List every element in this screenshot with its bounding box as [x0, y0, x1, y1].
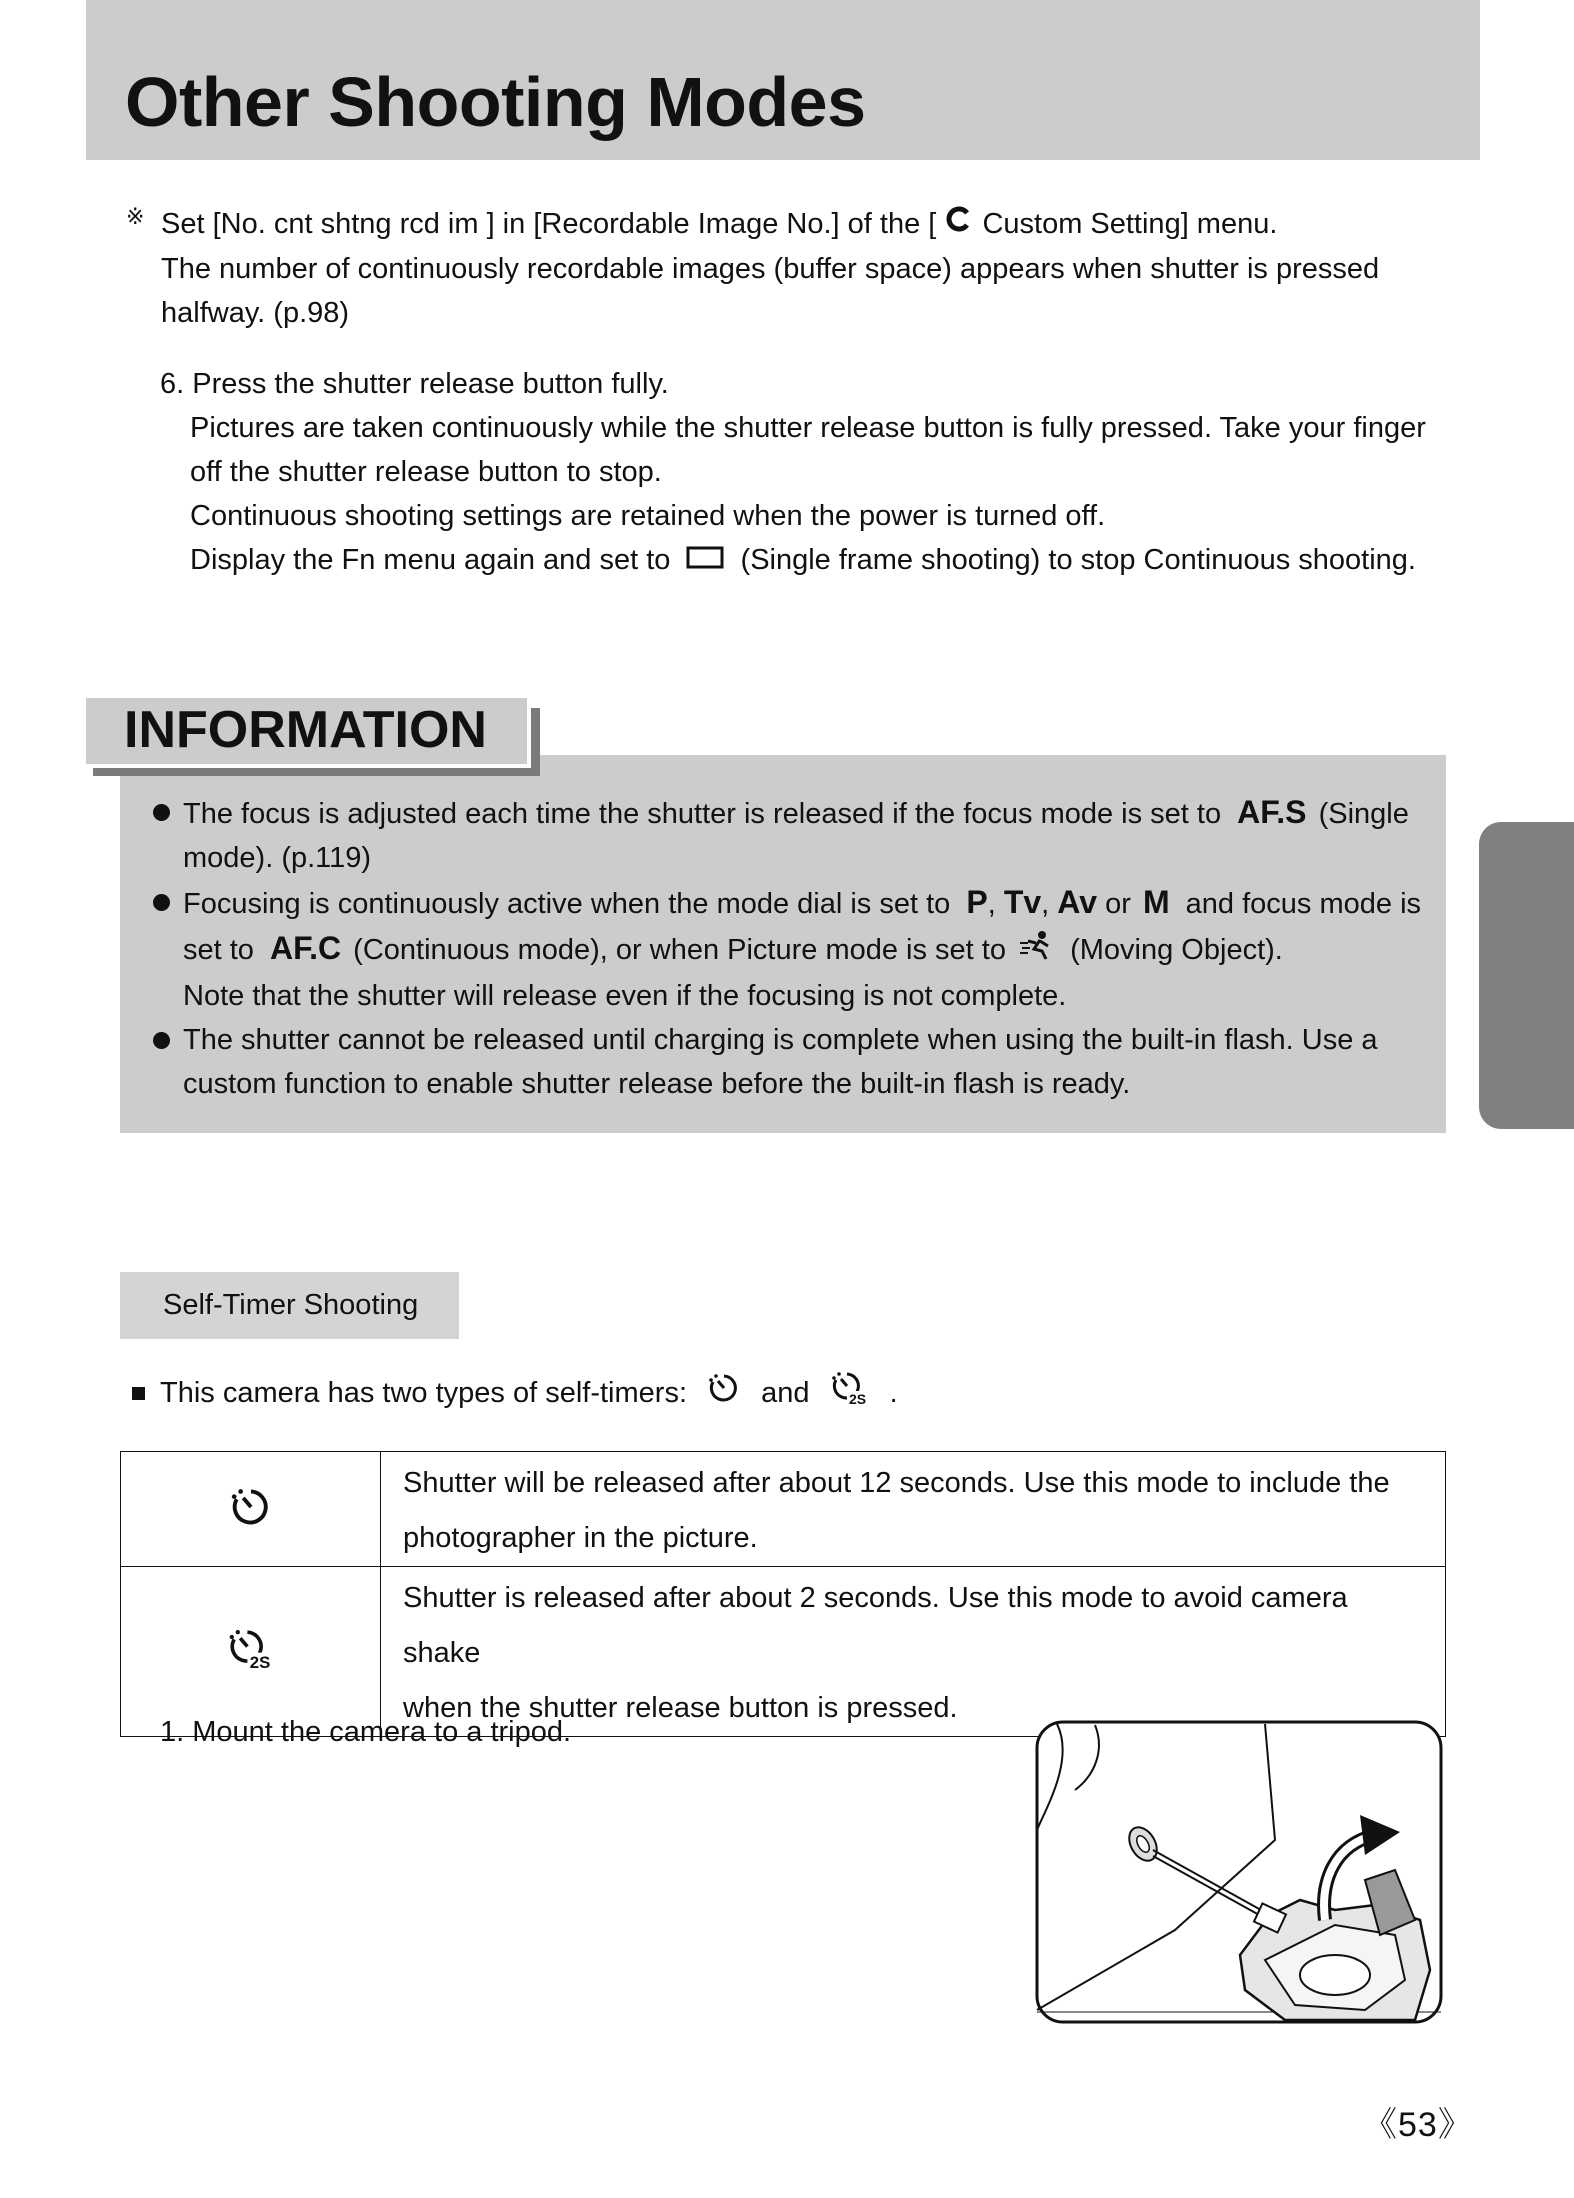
information-title: INFORMATION: [124, 701, 487, 759]
af-c-icon: AF.C: [270, 930, 342, 966]
table-desc-cell: [381, 1452, 1446, 1567]
custom-setting-c-icon: [944, 203, 974, 247]
self-timer-12s-desc-line-2: photographer in the picture.: [403, 1522, 758, 1554]
page-title: Other Shooting Modes: [125, 63, 866, 141]
svg-text:2S: 2S: [249, 1653, 270, 1672]
note-line-2: The number of continuously recordable images (buffer space) appears when shutter is pressed: [161, 253, 1380, 286]
info-bullet-2-text-c: set to: [183, 934, 254, 966]
mode-av-icon: Av: [1057, 884, 1098, 920]
self-timer-2s-icon: [227, 1626, 275, 1677]
info-bullet-2: [150, 880, 1421, 1018]
info-bullet-2-text-e: (Moving Object).: [1070, 934, 1283, 966]
info-bullet-2-text-d: (Continuous mode), or when Picture mode is set to: [353, 934, 1006, 966]
self-timer-12s-icon: [229, 1485, 273, 1534]
table-row: [121, 1452, 1446, 1567]
info-bullet-1-line-2: mode). (p.119): [183, 842, 372, 874]
square-bullet-icon: [132, 1387, 145, 1400]
note-line-1: [161, 202, 1379, 247]
info-bullet-2-text-a: Focusing is continuously active when the mode dial is set to: [183, 888, 951, 920]
step-6-heading: 6. Press the shutter release button fully.: [160, 368, 669, 400]
self-timer-intro-and: and: [761, 1377, 810, 1410]
info-bullet-2-text-b: and focus mode is: [1185, 888, 1422, 920]
note-line-3: halfway. (p.98): [161, 297, 350, 330]
self-timer-12s-icon: [707, 1371, 741, 1418]
bullet-dot-icon: [153, 804, 170, 821]
step-6-line-4: [160, 538, 1426, 583]
info-bullet-3-line-2: custom function to enable shutter release before the built-in flash is ready.: [183, 1067, 1131, 1100]
info-bullet-2-line-1: Focusing is continuously active when the mode dial is set to P, Tv, Av or M and focus mode is: [183, 884, 1422, 920]
info-bullet-3-line-1: The shutter cannot be released until charging is complete when using the built-in flash. Use a: [183, 1023, 1378, 1056]
self-timer-2s-desc-line-1: Shutter is released after about 2 seconds. Use this mode to avoid camera shake: [403, 1582, 1348, 1669]
info-bullet-1: [150, 790, 1421, 880]
af-s-icon: AF.S: [1237, 794, 1307, 830]
step-6-line-3: Continuous shooting settings are retained when the power is turned off.: [190, 500, 1106, 532]
moving-object-icon: [1018, 929, 1058, 974]
info-bullet-3: [150, 1018, 1421, 1106]
step-6-line-1: Pictures are taken continuously while the shutter release button is fully pressed. Take your finger: [190, 412, 1426, 444]
step-1: 1. Mount the camera to a tripod.: [160, 1716, 572, 1748]
info-bullet-1-text-a: The focus is adjusted each time the shutter is released if the focus mode is set to: [183, 798, 1222, 830]
note-line-1-start: Set [No. cnt shtng rcd im ] in [Recordable Image No.] of the [: [161, 208, 937, 240]
information-text: [150, 790, 1421, 1106]
mode-p-icon: P: [966, 884, 988, 920]
info-bullet-1-line-1: [183, 790, 1421, 836]
mode-m-icon: M: [1142, 884, 1170, 920]
step-6-line-4-start: Display the Fn menu again and set to: [190, 544, 671, 576]
table-icon-cell: [121, 1452, 381, 1567]
step-6-line-4-end: (Single frame shooting) to stop Continuous shooting.: [740, 544, 1416, 576]
self-timer-intro-end: .: [889, 1377, 898, 1410]
note-text: [161, 202, 1379, 335]
info-bullet-2-line-3: Note that the shutter will release even if the focusing is not complete.: [183, 979, 1067, 1012]
info-bullet-2-line-2: [183, 926, 1421, 974]
self-timer-table: [120, 1451, 1446, 1737]
self-timer-2s-desc-line-2: when the shutter release button is pressed.: [403, 1692, 958, 1724]
info-bullet-1-text-b: (Single: [1318, 798, 1409, 830]
self-timer-intro: [160, 1369, 898, 1420]
step-6: [160, 362, 1426, 583]
self-timer-12s-desc-line-1: Shutter will be released after about 12 seconds. Use this mode to include the: [403, 1467, 1390, 1499]
self-timer-2s-icon: [830, 1369, 870, 1420]
or-text: or: [1105, 888, 1131, 920]
page-number: 《53》: [1363, 2106, 1473, 2144]
single-frame-icon: [686, 539, 724, 583]
note-line-1-end: Custom Setting] menu.: [982, 208, 1278, 240]
step-6-line-2: off the shutter release button to stop.: [190, 456, 662, 488]
bullet-dot-icon: [153, 1032, 170, 1049]
bullet-dot-icon: [153, 894, 170, 911]
note-mark: ※: [126, 204, 145, 229]
tripod-mount-illustration: [1035, 1720, 1445, 2030]
svg-text:2S: 2S: [848, 1391, 866, 1407]
mode-tv-icon: Tv: [1003, 884, 1042, 920]
chapter-side-tab: [1479, 822, 1574, 1129]
self-timer-section-title: Self-Timer Shooting: [163, 1289, 419, 1321]
self-timer-intro-text: This camera has two types of self-timers:: [160, 1377, 687, 1410]
